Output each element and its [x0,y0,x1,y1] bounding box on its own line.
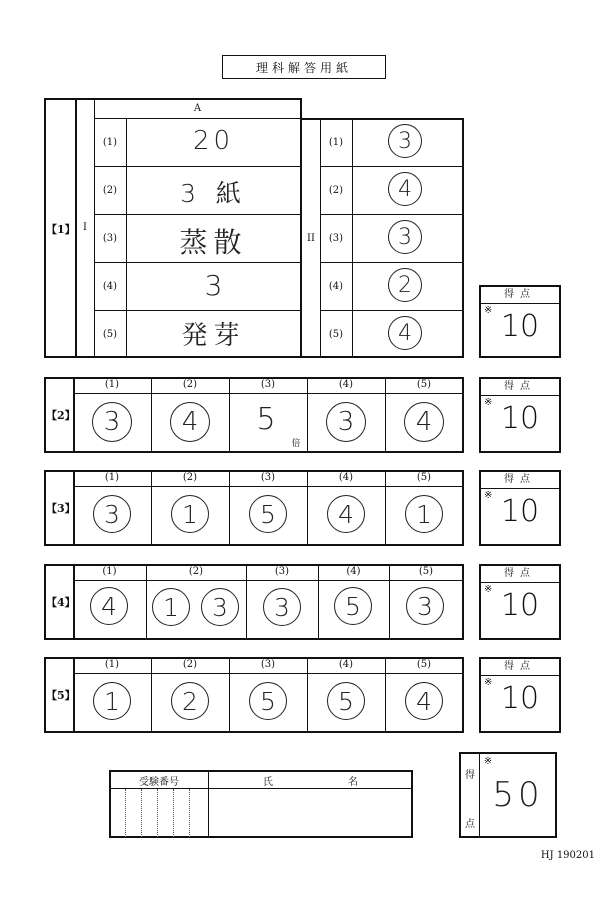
score-mark-4: ※ [484,584,493,595]
score-value-3: 10 [500,494,540,529]
s5-num-1: (1) [104,659,120,670]
s3-num-2: (2) [182,472,198,483]
s2-num-5: (5) [416,379,432,390]
total-label-top: 得 [465,770,475,781]
s4-answer-5: 3 [406,587,444,625]
s3-answer-2: 1 [171,495,209,533]
s2-unit-3: 倍 [291,439,301,449]
s1a-num-1: (1) [102,137,118,148]
s4-num-5: (5) [418,566,434,577]
section2-label: 【2】 [46,409,76,422]
section5-label: 【5】 [46,689,76,702]
part1-label: I [83,222,87,233]
s3-answer-3: 5 [249,495,287,533]
s3-num-5: (5) [416,472,432,483]
s2-answer-2: 4 [170,402,210,442]
s5-answer-4: 5 [327,682,365,720]
score-header-5: 得点 [481,659,559,676]
s5-num-4: (4) [338,659,354,670]
score-box-3 [479,470,561,546]
section4-label: 【4】 [46,596,76,609]
s2-answer-1: 3 [92,402,132,442]
s1b-answer-2: 4 [388,172,422,206]
part2-label: II [307,233,315,244]
score-box-4 [479,564,561,640]
total-mark: ※ [483,756,493,767]
s1a-num-5: (5) [102,329,118,340]
s1b-num-2: (2) [328,185,344,196]
part1-header: A [193,103,202,114]
s4-answer-3: 3 [263,588,301,626]
score-value-2: 10 [500,401,540,436]
exam-number-label: 受験番号 [139,777,179,788]
score-value-1: 10 [500,309,540,344]
s1b-answer-1: 3 [388,124,422,158]
s2-answer-3: 5 [256,402,276,437]
name-label-1: 氏 [263,777,273,788]
score-header-3: 得点 [481,472,559,489]
s4-num-4: (4) [346,566,361,577]
score-box-2 [479,377,561,453]
s5-answer-2: 2 [171,682,209,720]
s2-num-4: (4) [338,379,354,390]
s3-answer-4: 4 [327,495,365,533]
s1b-num-3: (3) [328,233,344,244]
s4-answer-2b: 3 [201,588,239,626]
score-mark-1: ※ [484,305,493,316]
s1a-num-4: (4) [102,281,118,292]
s1a-answer-4: 3 [204,269,223,302]
s5-num-5: (5) [416,659,432,670]
total-label-bottom: 点 [465,819,475,830]
s1a-answer-2: 3 紙 [180,179,247,208]
s1a-answer-3: 蒸散 [179,226,248,259]
s5-num-3: (3) [260,659,276,670]
score-value-5: 10 [500,681,540,716]
s4-num-2: (2) [188,566,204,577]
total-value: 50 [492,775,544,815]
s5-answer-5: 4 [405,682,443,720]
s2-num-2: (2) [182,379,198,390]
score-header-4: 得点 [481,566,559,583]
s4-answer-4: 5 [334,587,372,625]
score-value-4: 10 [500,588,540,623]
name-label-2: 名 [348,777,358,788]
score-header-1: 得点 [481,287,559,304]
s1b-answer-3: 3 [388,220,422,254]
s1b-num-1: (1) [328,137,344,148]
s5-num-2: (2) [182,659,198,670]
section3-label: 【3】 [46,502,76,515]
s1b-answer-5: 4 [388,316,422,350]
s3-num-1: (1) [104,472,120,483]
s1b-num-4: (4) [328,281,344,292]
s1a-num-2: (2) [102,185,118,196]
s5-answer-1: 1 [93,682,131,720]
s2-num-3: (3) [260,379,276,390]
s4-num-3: (3) [274,566,290,577]
s1a-answer-1: 20 [192,126,235,156]
s4-answer-2a: 1 [152,588,190,626]
score-box-5 [479,657,561,733]
s3-answer-1: 3 [93,495,131,533]
s1a-answer-5: 発芽 [181,321,246,351]
s3-answer-5: 1 [405,495,443,533]
score-mark-2: ※ [484,397,493,408]
s4-num-1: (1) [102,566,117,577]
score-header-2: 得点 [481,379,559,396]
s3-num-4: (4) [338,472,354,483]
form-code: HJ 190201 [540,850,595,861]
s3-num-3: (3) [260,472,276,483]
s1b-num-5: (5) [328,329,344,340]
s2-num-1: (1) [104,379,120,390]
s1b-answer-4: 2 [388,268,422,302]
section1-label: 【1】 [46,223,76,236]
score-box-1 [479,285,561,358]
s2-answer-4: 3 [326,402,366,442]
score-mark-3: ※ [484,490,493,501]
s1a-num-3: (3) [102,233,118,244]
page-title: 理科解答用紙 [222,55,386,79]
score-mark-5: ※ [484,677,493,688]
s4-answer-1: 4 [90,587,128,625]
s2-answer-5: 4 [404,402,444,442]
s5-answer-3: 5 [249,682,287,720]
